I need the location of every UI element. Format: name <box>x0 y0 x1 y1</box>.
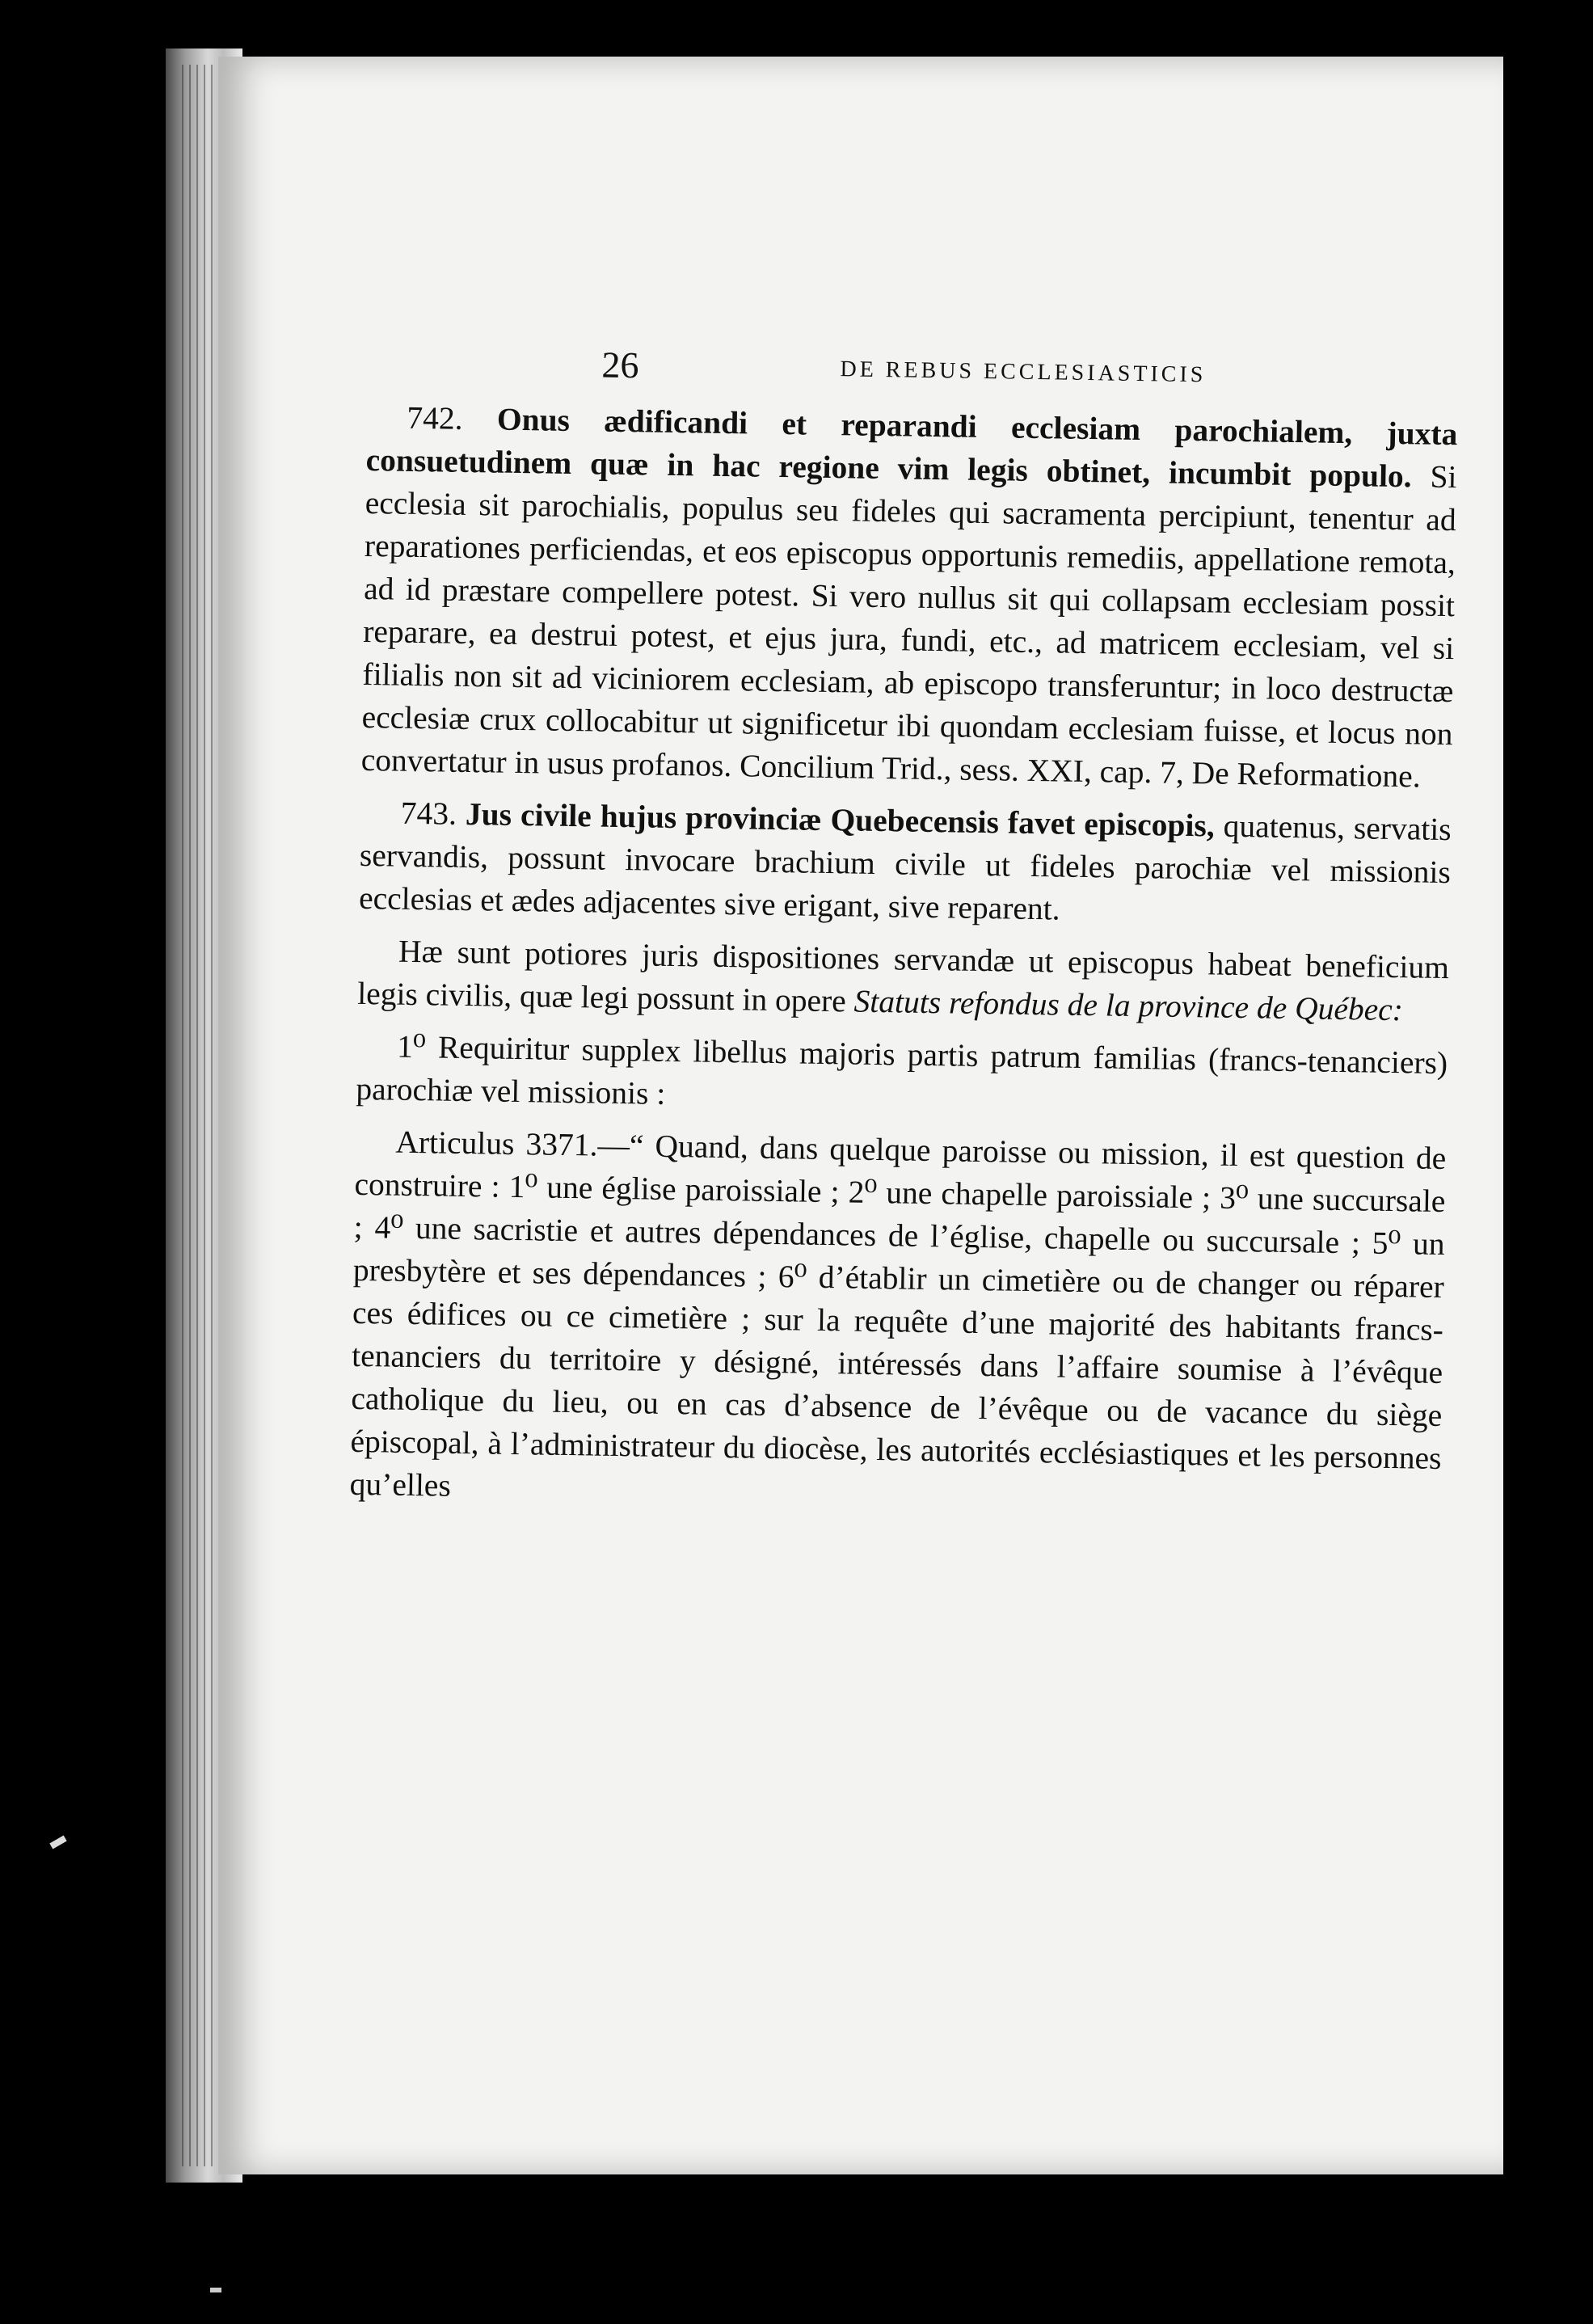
paragraph-text: Si ecclesia sit parochialis, populus seu fideles qui sacramenta percipiunt, tenentur ad reparationes perficiendas, et eos episcopus opportunis remediis, appellatione remota, ad id præstare compellere potest. Si vero nullus sit qui collapsam ecclesiam possit reparare, ea destrui potest, et ejus jura, fundi, etc., ad matricem ecclesiam, vel si filialis non sit ad viciniorem ecclesiam, ab episcopo transferuntur; in loco destructæ ecclesiæ crux collocabitur ut significetur ibi quondam ecclesiam fuisse, et locus non convertatur in usus profanos. Concilium Trid., sess. XXI, cap. 7, De Reformatione. <box>360 458 1457 795</box>
paragraph-heading: Jus civile hujus provinciæ Quebecensis favet episcopis, <box>465 795 1216 844</box>
paragraph-number: 743. <box>400 795 457 832</box>
paragraph-number: 742. <box>407 399 463 437</box>
paragraph-text: Hæ sunt potiores juris dispositiones servandæ ut episcopus habeat beneficium legis civilis, quæ legi possunt in opere <box>356 933 1450 1019</box>
work-title: Statuts refondus de la province de Québec: <box>853 983 1404 1028</box>
page-content <box>349 340 1459 1533</box>
paragraph-article-3371 <box>349 1120 1446 1523</box>
paragraph-742 <box>360 396 1457 799</box>
paragraph-text: quatenus, servatis servandis, possunt invocare brachium civile ut fideles parochiæ vel missionis ecclesias et ædes adjacentes sive erigant, sive reparent. <box>358 808 1452 927</box>
dust-mark <box>49 1836 66 1849</box>
paragraph-743 <box>359 791 1452 937</box>
body-text <box>349 396 1457 1523</box>
paragraph-text: Articulus 3371.—“ Quand, dans quelque paroisse ou mission, il est question de construire : 1⁰ une église paroissiale ; 2⁰ une chapelle paroissiale ; 3⁰ une succursale ; 4⁰ une sacristie et autres dépendances de l’église, chapelle ou succursale ; 5⁰ un presbytère et ses dépendances ; 6⁰ d’établir un cimetière ou de changer ou réparer ces édifices ou ce cimetière ; sur la requête d’une majorité des habitants francs-tenanciers du territoire y désigné, intéressés dans l’affaire soumise à l’évêque catholique du lieu, ou en cas d’absence de l’évêque ou de vacance du siège épiscopal, à l’administrateur du diocèse, les autorités ecclésiastiques et les personnes qu’elles <box>349 1124 1447 1504</box>
paragraph-dispositions <box>357 930 1449 1032</box>
paragraph-requirement <box>356 1025 1448 1128</box>
paragraph-heading: Onus ædificandi et reparandi ecclesiam parochialem, juxta consuetudinem quæ in hac regione vim legis obtinet, incumbit populo. <box>365 401 1458 495</box>
dust-mark <box>210 2288 221 2292</box>
running-head: DE REBUS ECCLESIASTICIS <box>840 356 1207 388</box>
page-number: 26 <box>601 344 639 386</box>
paragraph-text: 1⁰ Requiritur supplex libellus majoris partis patrum familias (francs-tenanciers) parochiæ vel missionis : <box>356 1028 1448 1111</box>
